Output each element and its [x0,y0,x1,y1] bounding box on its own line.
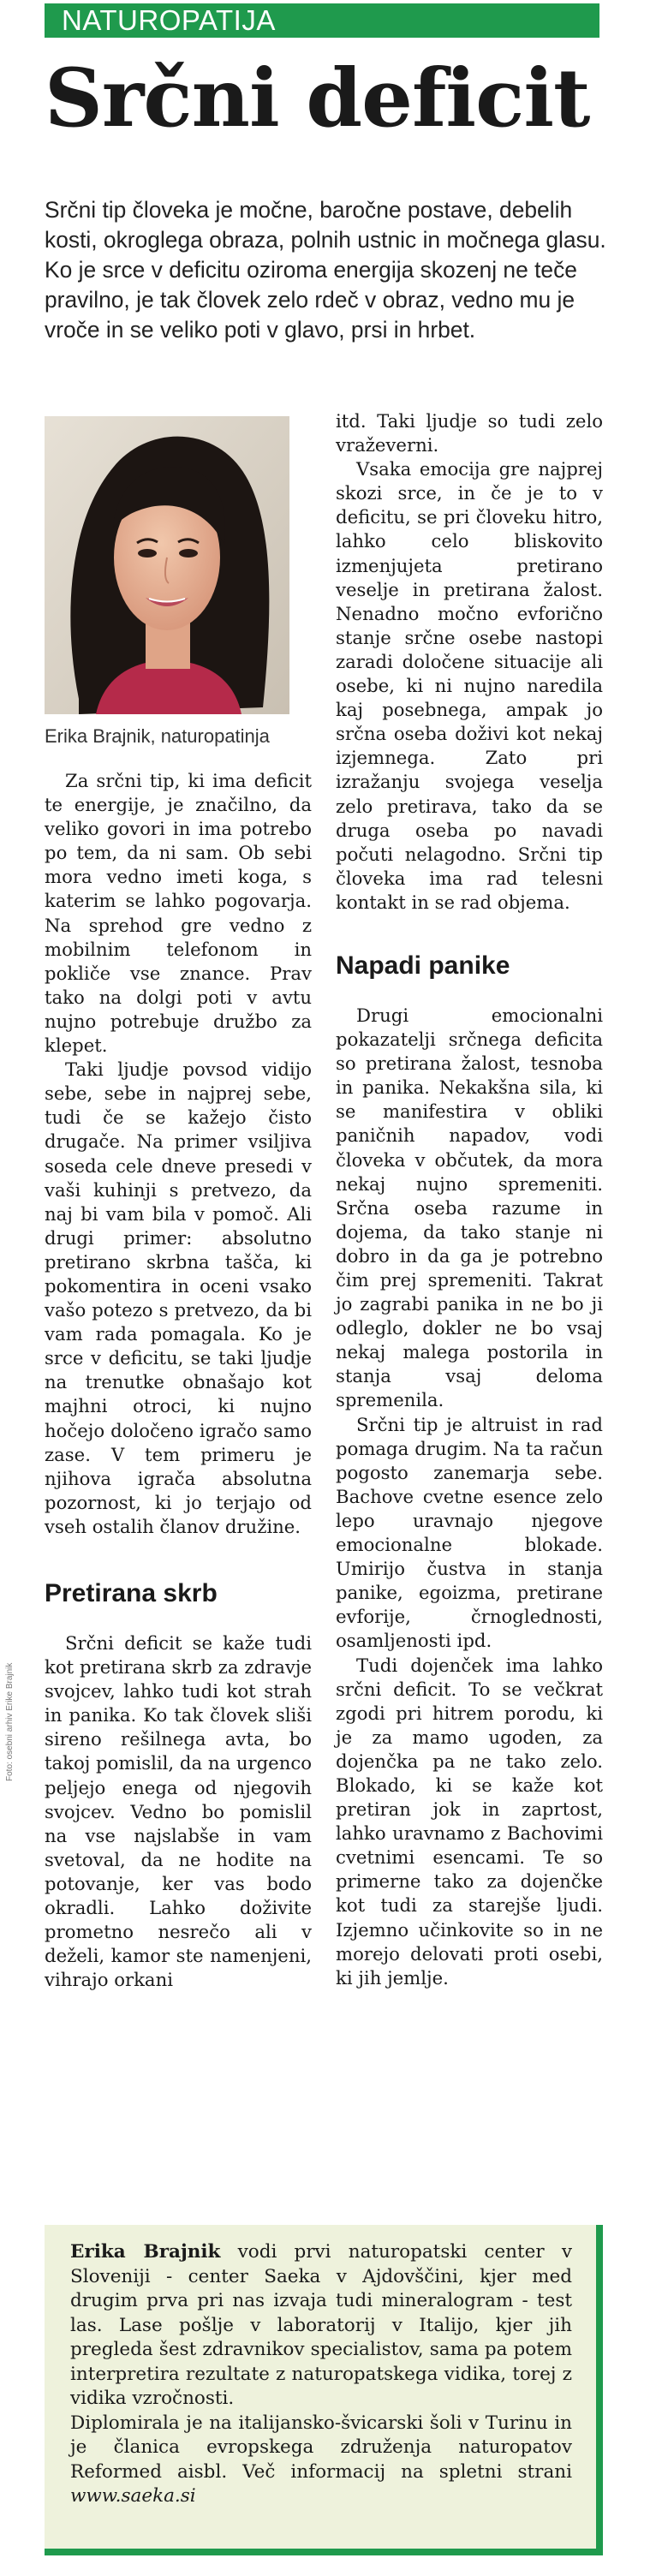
photo-caption: Erika Brajnik, naturopatinja [45,725,270,747]
author-name: Erika Brajnik [70,2241,221,2263]
paragraph: Srčni deficit se kaže tudi kot pretirana skrb za zdravje svojcev, lahko tudi kot strah in panika. Ko tak človek sliši sireno rešilnega avta, bo takoj pomislil, da na urgenco peljejo enega od njegovih svojcev. Vedno bo pomislil na vse najslabše in vam svetoval, da ne hodite na potovanje, ker vas bodo okradli. Lahko doživite prometno nesrečo ali v deželi, kamor ste namenjeni, vihrajo orkani [45,1632,312,1991]
paragraph: Za srčni tip, ki ima deficit te energije, je značilno, da veliko govori in ima potrebo po tem, da ni sam. Ob sebi mora vedno imeti koga, s katerim se lahko pogovarja. Na sprehod gre vedno z mobilnim telefonom in pokliče vse znance. Prav tako na dolgi poti v avtu nujno potrebuje družbo za klepet. [45,770,312,1057]
article-column-left [45,769,312,1992]
photo-credit: Foto: osebni arhiv Erike Brajnik [5,1662,15,1781]
headline: Srčni deficit [45,51,590,146]
paragraph: Vsaka emocija gre najprej skozi srce, in če je to v deficitu, se pri človeku hitro, lahko celo bliskovito izmenjujeta pretirano veselje in pretirana žalost. Nenadno močno evforično stanje srčne osebe nastopi zaradi določene situacije ali osebe, ki ni nujno naredila kaj posebnega, ampak jo srčna oseba doživi kot nekaj izjemnega. Zato pri izražanju svojega veselja zelo pretirava, tako da se druga oseba po navadi počuti nelagodno. Srčni tip človeka ima rad telesni kontakt in se rad objema. [336,458,603,913]
article-column-right [336,409,603,1990]
author-bio-box [45,2225,603,2555]
portrait-photo [45,416,289,714]
portrait-image [45,416,289,714]
subheading: Napadi panike [336,951,510,980]
author-bio-continued: Diplomirala je na italijansko-švicarski šoli v Turinu in je članica evropskega združenja naturopatov Reformed aisbl. Več informacij na spletni strani www.saeka.si [70,2412,572,2507]
author-bio: Erika Brajnik vodi prvi naturopatski center v Sloveniji - center Saeka v Ajdovščini, kjer med drugim prva pri nas izvaja tudi mineralogram - test las. Lase pošlje v laboratorij v Italijo, kjer jih pregleda šest zdravnikov specialistov, sama pa potem interpretira rezultate z naturopatskega vidika, torej z vidika vzročnosti. [70,2241,572,2409]
paragraph: Taki ljudje povsod vidijo sebe, sebe in najprej sebe, tudi če se kažejo čisto drugače. Na primer vsiljiva soseda cele dneve presedi v vaši kuhinji s pretvezo, da naj bi vam bila v pomoč. Ali drugi primer: absolutno pretirano skrbna tašča, ki pokomentira in oceni vsako vašo potezo s pretvezo, da bi vam rada pomagala. Ko je srce v deficitu, se taki ljudje na trenutke obnašajo kot majhni otroci, ki nujno hočejo določeno igračo samo zase. V tem primeru je njihova igrača absolutna pozornost, ki jo terjajo od vseh ostalih članov družine. [45,1058,312,1537]
section-label: NATUROPATIJA [45,3,599,38]
paragraph: Drugi emocionalni pokazatelji srčnega deficita so pretirana žalost, tesnoba in panika. Nekakšna sila, ki se manifestira v obliki paničnih napadov, vodi človeka v občutek, da mora nekaj nujno spremeniti. Srčna oseba razume in dojema, da tako stanje ni dobro in da ga je potrebno čim prej spremeniti. Takrat jo zagrabi panika in ne bo ji odleglo, dokler ne bo vsaj nekaj malega postorila in stanja vsaj deloma spremenila. [336,1004,603,1411]
paragraph: Srčni tip je altruist in rad pomaga drugim. Na ta račun pogosto zanemarja sebe. Bachove cvetne esence zelo lepo uravnajo njegove emocionalne blokade. Umirijo čustva in stanja panike, egoizma, pretirane evforije, črnoglednosti, osamljenosti ipd. [336,1413,603,1652]
paragraph: itd. Taki ljudje so tudi zelo vraževerni. [336,410,603,456]
paragraph: Tudi dojenček ima lahko srčni deficit. To se večkrat zgodi pri hitrem porodu, ki je za mamo ugoden, za dojenčka pa ne tako zelo. Blokado, ki se kaže kot pretiran jok in zaprtost, lahko uravnamo z Bachovimi cvetnimi esencami. Te so primerne tako za dojenčke kot tudi za starejše ljudi. Izjemno učinkovite so in ne morejo delovati proti osebi, ki jih jemlje. [336,1654,603,1989]
website-link[interactable]: www.saeka.si [70,2485,196,2507]
lead-paragraph: Srčni tip človeka je močne, baročne postave, debelih kosti, okroglega obraza, polnih ustnic in močnega glasu. Ko je srce v deficitu oziroma energija skozenj ne teče pravilno, je tak človek zelo rdeč v obraz, vedno mu je vroče in se veliko poti v glavo, prsi in hrbet. [45,197,606,343]
subheading: Pretirana skrb [45,1579,218,1607]
